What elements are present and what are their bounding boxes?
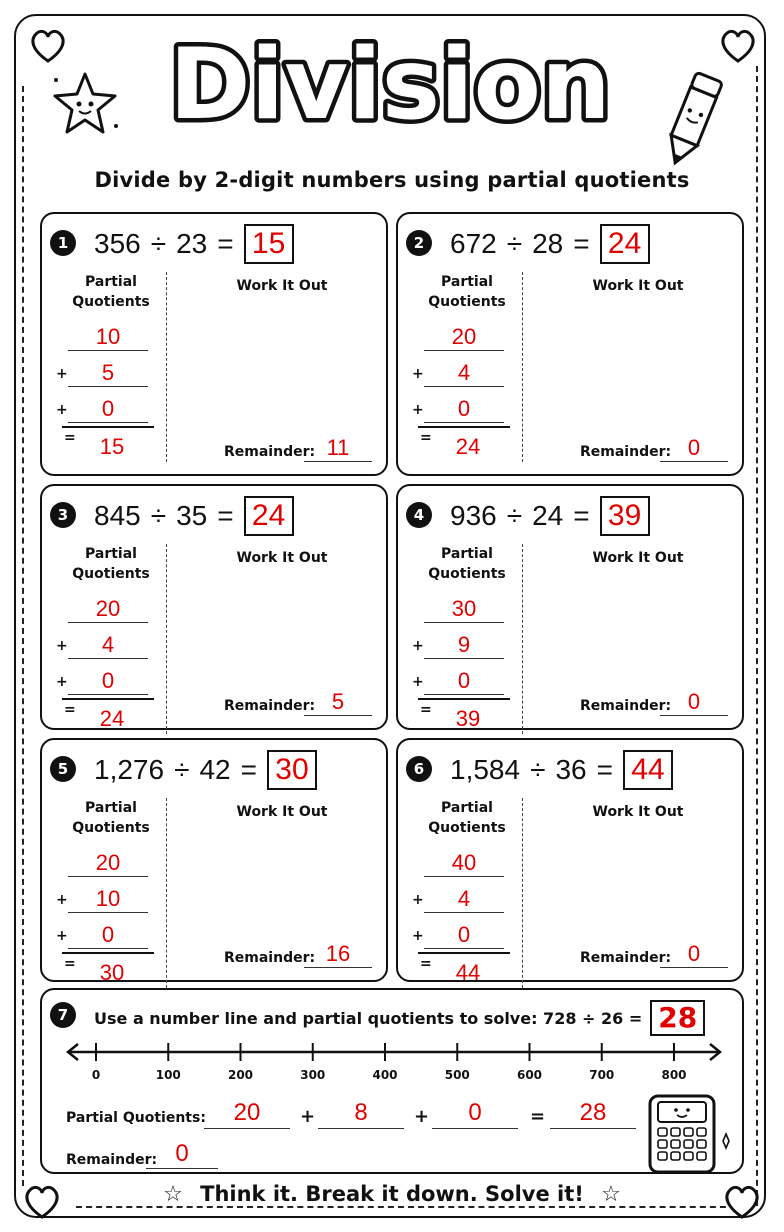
sum-bar: [418, 698, 510, 700]
partial-quotient-2[interactable]: 9: [424, 632, 504, 659]
problem-number-badge: 6: [406, 756, 432, 782]
heading-line-1: Partial: [441, 546, 493, 562]
equals-sign: =: [64, 702, 76, 718]
problem-7-prompt: Use a number line and partial quotients to solve: 728 ÷ 26 =: [94, 1008, 643, 1028]
divide-sign: ÷: [174, 754, 190, 785]
heart-icon-top-right: [718, 28, 758, 64]
dividend: 1,584: [450, 754, 521, 785]
partial-quotient-total: 39: [455, 706, 481, 731]
plus-sign: +: [56, 402, 68, 418]
problem-7-card: [40, 988, 744, 1174]
heading-line-2: Quotients: [72, 566, 150, 582]
answer-box[interactable]: 24: [244, 496, 294, 536]
partial-quotient-total[interactable]: 28: [550, 1098, 636, 1129]
problem-7-answer-box[interactable]: 28: [650, 1000, 705, 1036]
remainder-value[interactable]: 0: [146, 1140, 218, 1169]
answer-box[interactable]: 44: [623, 750, 673, 790]
partial-quotient-2[interactable]: 8: [318, 1098, 404, 1129]
heading-line-1: Partial: [85, 800, 137, 816]
heading-line-2: Quotients: [72, 294, 150, 310]
work-it-out-heading: Work It Out: [236, 278, 328, 294]
problem-number-badge: 4: [406, 502, 432, 528]
partial-quotients-heading: [422, 798, 512, 838]
partial-quotient-2[interactable]: 4: [424, 360, 504, 387]
heading-line-1: Partial: [441, 800, 493, 816]
partial-quotients-heading: [66, 272, 156, 312]
remainder-value[interactable]: 11: [304, 435, 372, 462]
problem-number-badge: 2: [406, 230, 432, 256]
equals-sign: =: [217, 500, 234, 531]
divide-sign: ÷: [506, 228, 523, 259]
divide-sign: ÷: [506, 500, 523, 531]
number-line-tick-label: 200: [227, 1068, 254, 1082]
partial-quotient-1[interactable]: 20: [424, 324, 504, 351]
equals-sign: =: [596, 754, 613, 785]
dividend: 1,276: [94, 754, 165, 785]
partial-quotient-1[interactable]: 40: [424, 850, 504, 877]
equals-sign: =: [217, 228, 234, 259]
column-divider: [166, 272, 167, 462]
number-line-tick-label: 600: [516, 1068, 543, 1082]
dividend: 936: [450, 500, 497, 531]
dashed-edge-left: [22, 86, 24, 1186]
partial-quotient-1[interactable]: 20: [204, 1098, 290, 1129]
sum-bar: [418, 952, 510, 954]
footer-motto: [0, 1182, 784, 1207]
remainder-value[interactable]: 0: [660, 689, 728, 716]
problem-2-card: [396, 212, 744, 476]
partial-quotient-1[interactable]: 30: [424, 596, 504, 623]
column-divider: [522, 272, 523, 462]
heading-line-2: Quotients: [428, 566, 506, 582]
plus-sign: +: [56, 366, 68, 382]
number-line: [64, 1034, 724, 1070]
dividend: 845: [94, 500, 141, 531]
partial-quotients-heading: [422, 272, 512, 312]
partial-quotient-2[interactable]: 5: [68, 360, 148, 387]
partial-quotient-3[interactable]: 0: [68, 396, 148, 423]
partial-quotient-3[interactable]: 0: [424, 922, 504, 949]
partial-quotients-label: Partial Quotients:: [66, 1110, 206, 1126]
equals-sign: =: [420, 702, 432, 718]
equals-sign: =: [64, 430, 76, 446]
heart-icon-top-left: [28, 28, 68, 64]
divisor: 36: [555, 754, 587, 785]
remainder-label: Remainder:: [224, 444, 316, 460]
partial-quotient-1[interactable]: 20: [68, 850, 148, 877]
partial-quotient-1[interactable]: 10: [68, 324, 148, 351]
problem-1-card: [40, 212, 388, 476]
problem-number-badge: 3: [50, 502, 76, 528]
number-line-tick-label: 700: [589, 1068, 615, 1082]
partial-quotients-heading: [422, 544, 512, 584]
problem-equation: [94, 750, 317, 790]
plus-sign: +: [56, 928, 68, 944]
partial-quotient-2[interactable]: 4: [68, 632, 148, 659]
number-line-tick-label: 0: [91, 1068, 101, 1082]
problem-number-badge: 7: [50, 1002, 76, 1028]
remainder-value[interactable]: 0: [660, 941, 728, 968]
divide-sign: ÷: [150, 500, 167, 531]
sum-bar: [418, 426, 510, 428]
partial-quotient-2[interactable]: 10: [68, 886, 148, 913]
column-divider: [522, 798, 523, 988]
column-divider: [166, 544, 167, 734]
star-icon: ☆: [163, 1182, 183, 1207]
partial-quotients-heading: [66, 544, 156, 584]
calculator-icon: [646, 1094, 738, 1174]
page-subtitle: Divide by 2-digit numbers using partial quotients: [94, 168, 690, 192]
partial-quotient-total: 44: [455, 960, 481, 985]
star-icon: ☆: [601, 1182, 621, 1207]
work-it-out-heading: Work It Out: [592, 550, 684, 566]
partial-quotient-3[interactable]: 0: [424, 668, 504, 695]
column-divider: [522, 544, 523, 734]
partial-quotient-3[interactable]: 0: [68, 668, 148, 695]
heading-line-2: Quotients: [428, 820, 506, 836]
dashed-edge-right: [756, 66, 758, 1206]
remainder-label: Remainder:: [580, 950, 672, 966]
partial-quotient-3[interactable]: 0: [432, 1098, 518, 1129]
problem-5-card: [40, 738, 388, 985]
number-line-tick-label: 300: [300, 1068, 326, 1082]
divisor: 23: [176, 228, 208, 259]
divide-sign: ÷: [530, 754, 546, 785]
work-it-out-heading: Work It Out: [592, 804, 684, 820]
work-it-out-heading: Work It Out: [236, 550, 328, 566]
plus-sign: +: [56, 638, 68, 654]
dividend: 672: [450, 228, 497, 259]
pencil-icon: [642, 66, 742, 176]
equals-sign: =: [420, 956, 432, 972]
plus-sign: +: [56, 674, 68, 690]
divisor: 28: [532, 228, 564, 259]
sum-bar: [62, 426, 154, 428]
divisor: 24: [532, 500, 564, 531]
number-line-tick-label: 100: [155, 1068, 181, 1082]
problem-equation: [450, 496, 650, 536]
partial-quotient-2[interactable]: 4: [424, 886, 504, 913]
heading-line-1: Partial: [85, 546, 137, 562]
problem-equation: [450, 750, 673, 790]
divisor: 35: [176, 500, 208, 531]
plus-sign: +: [56, 892, 68, 908]
number-line-tick-label: 400: [372, 1068, 398, 1082]
plus-sign: +: [412, 402, 424, 418]
equals-sign: =: [573, 228, 590, 259]
answer-box[interactable]: 15: [244, 224, 294, 264]
partial-quotient-total: 24: [99, 706, 125, 731]
problem-number-badge: 5: [50, 756, 76, 782]
partial-quotient-3[interactable]: 0: [68, 922, 148, 949]
remainder-label: Remainder:: [580, 698, 672, 714]
divisor: 42: [199, 754, 231, 785]
plus-sign: +: [414, 1106, 430, 1127]
problem-equation: [94, 496, 294, 536]
number-line-tick-label: 500: [444, 1068, 470, 1082]
remainder-label: Remainder:: [224, 698, 316, 714]
dividend: 356: [94, 228, 141, 259]
plus-sign: +: [412, 366, 424, 382]
divide-sign: ÷: [150, 228, 167, 259]
plus-sign: +: [300, 1106, 316, 1127]
plus-sign: +: [412, 892, 424, 908]
remainder-label: Remainder:: [224, 950, 316, 966]
partial-quotient-total: 30: [99, 960, 125, 985]
partial-quotient-1[interactable]: 20: [68, 596, 148, 623]
partial-quotient-total: 15: [99, 434, 125, 459]
work-it-out-heading: Work It Out: [592, 278, 684, 294]
answer-box[interactable]: 24: [600, 224, 650, 264]
problem-number-badge: 1: [50, 230, 76, 256]
footer-text: Think it. Break it down. Solve it!: [200, 1182, 584, 1206]
heading-line-2: Quotients: [72, 820, 150, 836]
column-divider: [166, 798, 167, 988]
answer-box[interactable]: 39: [600, 496, 650, 536]
svg-text:Division: Division: [169, 28, 611, 142]
heading-line-1: Partial: [85, 274, 137, 290]
equals-sign: =: [530, 1106, 546, 1127]
answer-box[interactable]: 30: [267, 750, 317, 790]
remainder-value[interactable]: 16: [304, 941, 372, 968]
partial-quotients-heading: [66, 798, 156, 838]
remainder-value[interactable]: 0: [660, 435, 728, 462]
remainder-label: Remainder:: [66, 1152, 158, 1168]
partial-quotient-total: 24: [455, 434, 481, 459]
sum-bar: [62, 698, 154, 700]
remainder-label: Remainder:: [580, 444, 672, 460]
plus-sign: +: [412, 674, 424, 690]
partial-quotient-3[interactable]: 0: [424, 396, 504, 423]
problem-6-card: [396, 738, 744, 985]
work-it-out-heading: Work It Out: [236, 804, 328, 820]
problem-equation: [94, 224, 294, 264]
problem-3-card: [40, 484, 388, 730]
equals-sign: =: [573, 500, 590, 531]
problem-equation: [450, 224, 650, 264]
heading-line-2: Quotients: [428, 294, 506, 310]
smiling-star-icon: [46, 66, 124, 144]
number-line-tick-label: 800: [661, 1068, 687, 1082]
heading-line-1: Partial: [441, 274, 493, 290]
page-title: [150, 18, 630, 148]
plus-sign: +: [412, 638, 424, 654]
equals-sign: =: [64, 956, 76, 972]
sum-bar: [62, 952, 154, 954]
plus-sign: +: [412, 928, 424, 944]
problem-4-card: [396, 484, 744, 730]
equals-sign: =: [420, 430, 432, 446]
equals-sign: =: [240, 754, 257, 785]
remainder-value[interactable]: 5: [304, 689, 372, 716]
